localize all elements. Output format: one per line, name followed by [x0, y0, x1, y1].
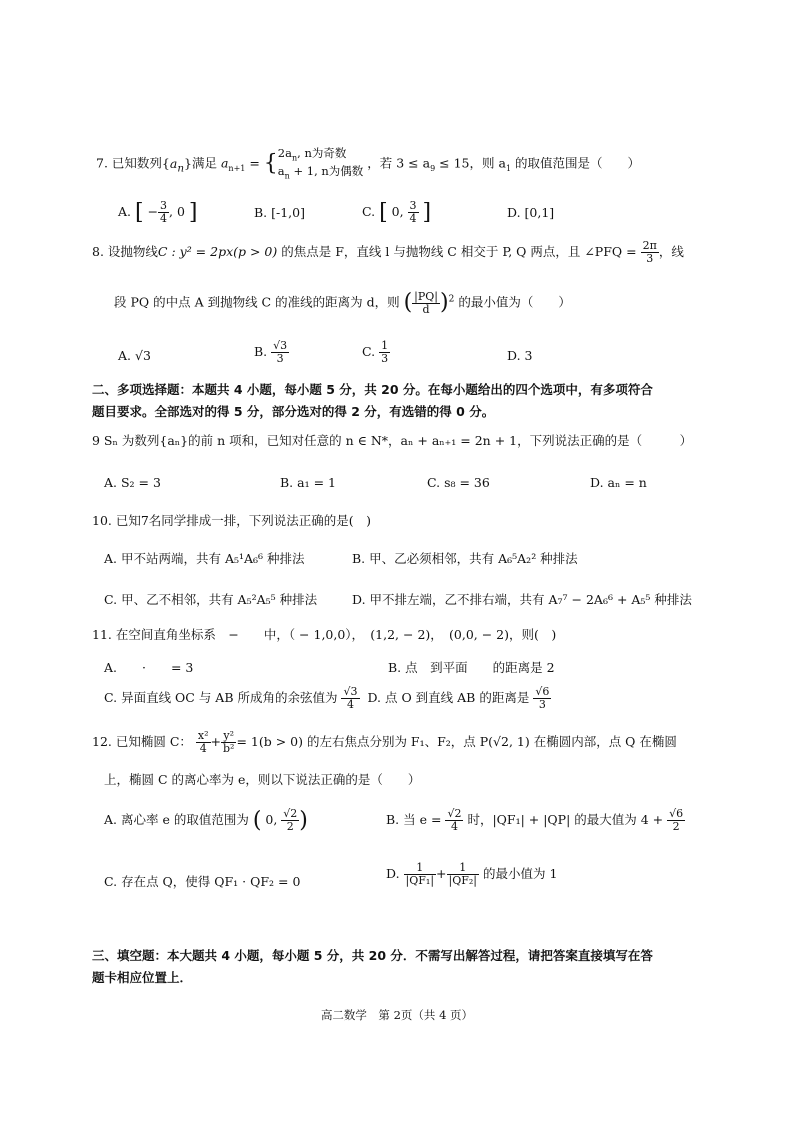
q12-opt-d-frac2: $\frac{1}{\text{|QF₂|}}$: [448, 861, 477, 888]
section2-heading-line1: 二、多项选择题：本题共 4 小题，每小题 5 分，共 20 分。在每小题给出的四个选项中，有多项符合: [92, 382, 653, 397]
q12-stem-a: 12. 已知椭圆 C：: [92, 734, 192, 750]
q12-y-frac: [221, 730, 236, 755]
section3-heading-line2: 题卡相应位置上．: [92, 970, 193, 985]
q12-option-a: A. 离心率 e 的取值范围为 ( 0, $\frac{√2}{2}$ ): [104, 807, 308, 834]
q9-option-c: C. s₈ = 36: [427, 475, 490, 490]
q9-option-d: D. aₙ = n: [590, 475, 647, 490]
section3-heading-line1: 三、填空题：本大题共 4 小题，每小题 5 分，共 20 分．不需写出解答过程，请把答案直接填写在答: [92, 948, 653, 963]
q8-line2-a: 段 PQ 的中点 A 到抛物线 C 的准线的距离为 d，则: [114, 294, 400, 310]
q7-option-c: C. [ 0, $\frac{3}{4}$ ]: [362, 199, 432, 226]
page-footer: 高二数学 第 2页（共 4 页）: [320, 1008, 474, 1022]
q8-opt-c-label: C.: [362, 344, 376, 360]
q12-option-d: D. $\frac{1}{\text{|QF₁|}}$ + $\frac{1}{\text{|QF₂|}}$ 的最小值为 1: [386, 861, 558, 888]
q8-line1-d: ，线: [658, 244, 684, 260]
q12-opt-a-den: 2: [286, 820, 294, 834]
q8-ratio-frac: [412, 291, 440, 316]
q8-angle-frac: [641, 240, 659, 265]
q12-opt-d-a: D.: [386, 866, 400, 882]
q9-option-b: B. a₁ = 1: [280, 475, 336, 490]
q8-line2-b: 的最小值为（ ）: [458, 294, 571, 310]
q10-option-b: B. 甲、乙必须相邻，共有 A₆⁵A₂² 种排法: [352, 551, 578, 566]
q8-option-c: [362, 340, 390, 365]
q7-stem: 7. 已知数列$\{a_n\}$满足 $a_{n+1} = \{2a_n$, n为奇数 $a_n + 1$, n为偶数 ，若 $3 \le a_9 \le 15$，则 $a_1$ 的取值范围是（ ）: [96, 146, 641, 181]
q12-opt-d-frac1: $\frac{1}{\text{|QF₁|}}$: [405, 861, 435, 888]
q8-line2: 段 PQ 的中点 A 到抛物线 C 的准线的距离为 d，则 ( $\frac{|PQ|}{d}$ )$^2$ 的最小值为（ ）: [114, 289, 571, 316]
q8-option-d: D. 3: [507, 348, 533, 363]
q12-opt-a-frac: [281, 808, 299, 833]
q12-y-num: y²: [221, 730, 236, 743]
q11-opt-d-frac: [533, 686, 551, 711]
section2-heading-line2: 题目要求。全部选对的得 5 分，部分选对的得 2 分，有选错的得 0 分。: [92, 404, 495, 419]
q11-option-c: [104, 686, 551, 711]
q11-opt-c-text: C. 异面直线 OC 与 AB 所成角的余弦值为: [104, 690, 338, 706]
q7-option-b: B. [-1,0]: [254, 205, 305, 220]
q12-opt-b-a: B. 当 e =: [386, 812, 442, 828]
q8-option-b: [254, 340, 289, 365]
q7-opt-c-label: C.: [362, 204, 376, 220]
q12-option-c: C. 存在点 Q，使得 QF₁ · QF₂ = 0: [104, 874, 301, 889]
q12-stem-line2: 上，椭圆 C 的离心率为 e，则以下说法正确的是（ ）: [104, 772, 421, 787]
q8-angle-num: 2π: [642, 239, 657, 252]
q9-stem: 9 Sₙ 为数列{aₙ}的前 n 项和，已知对任意的 n ∈ N*，aₙ + aₙ₊₁ = 2n + 1，下列说法正确的是（ ）: [92, 433, 693, 448]
q10-option-d: D. 甲不排左端，乙不排右端，共有 A₇⁷ − 2A₆⁶ + A₅⁵ 种排法: [352, 592, 692, 607]
q10-option-a: A. 甲不站两端，共有 A₅¹A₆⁶ 种排法: [104, 551, 305, 566]
q11-opt-d-num: √6: [535, 685, 550, 698]
q11-opt-d-den: 3: [538, 698, 546, 712]
q12-opt-d-den2: |QF₂|: [448, 874, 477, 888]
q10-option-c: C. 甲、乙不相邻，共有 A₅²A₅⁵ 种排法: [104, 592, 318, 607]
q12-x-num: x²: [197, 729, 209, 742]
q12-opt-b-e-den: 4: [450, 820, 458, 834]
q7-option-a: A. [ − $\frac{3}{4}$ , 0 ]: [118, 199, 198, 226]
q7-text-c: ，若 3 ≤ a: [367, 155, 431, 171]
q8-ratio-num: |PQ|: [414, 289, 438, 303]
q12-opt-a-text: A. 离心率 e 的取值范围为: [104, 812, 249, 828]
q7-opt-c-frac: $\frac{3}{4}$: [409, 199, 417, 226]
q11-option-a: A. · = 3: [104, 660, 194, 675]
q12-opt-d-den1: |QF₁|: [405, 874, 435, 888]
q12-opt-b-max-frac: [667, 808, 685, 833]
q9-option-a: A. S₂ = 3: [104, 475, 161, 490]
q7-case1: 2a: [277, 146, 292, 160]
q12-opt-b-max-den: 2: [672, 820, 680, 834]
q12-opt-b-e-frac: [445, 808, 463, 833]
q8-line1: [92, 240, 684, 265]
q8-opt-c-num: 1: [381, 339, 389, 352]
q11-opt-c-num: √3: [343, 685, 358, 698]
q7-text-b: 满足: [191, 155, 217, 171]
q8-parabola: C : y² = 2px(p > 0): [157, 244, 278, 260]
q7-opt-a-label: A.: [118, 204, 132, 220]
q8-opt-b-den: 3: [276, 352, 284, 366]
q11-opt-c-den: 4: [346, 698, 354, 712]
q7-case2-rest: + 1, n为偶数: [289, 164, 364, 179]
q8-line1-c: 的焦点是 F，直线 l 与抛物线 C 相交于 P, Q 两点，且 ∠PFQ =: [277, 244, 637, 260]
q11-opt-c-frac: [341, 686, 359, 711]
q12-stem-b: = 1(b > 0) 的左右焦点分别为 F₁、F₂，点 P(√2, 1) 在椭圆内部，点 Q 在椭圆: [236, 734, 677, 750]
q8-opt-b-label: B.: [254, 344, 268, 360]
q8-opt-c-den: 3: [381, 352, 389, 366]
q7-opt-a-frac: $\frac{3}{4}$: [160, 199, 168, 226]
q8-opt-b-frac: [271, 340, 289, 365]
q11-stem: 11. 在空间直角坐标系 − 中，（ − 1,0,0）， (1,2, − 2)， (0,0, − 2)，则( ): [92, 627, 557, 642]
q12-opt-b-e-num: √2: [447, 807, 462, 820]
q7-text-e: 的取值范围是（ ）: [511, 155, 641, 171]
q7-cases: $2a_n$, n为奇数 $a_n + 1$, n为偶数: [277, 146, 364, 181]
q8-opt-c-frac: [379, 340, 390, 365]
q12-x-den: 4: [199, 742, 207, 756]
q8-ratio-den: d: [422, 302, 430, 316]
q11-opt-d-text: D. 点 O 到直线 AB 的距离是: [367, 690, 530, 706]
q7-text-d: ≤ 15，则 a: [435, 155, 506, 171]
q12-opt-a-num: √2: [283, 807, 298, 820]
q12-opt-d-b: 的最小值为 1: [482, 866, 558, 882]
q12-x-frac: [196, 730, 211, 755]
q8-opt-b-num: √3: [273, 339, 288, 352]
q7-text-a: 7. 已知数列: [96, 155, 162, 171]
q7-seq: $\{a_n\}$: [161, 155, 192, 175]
q11-option-b: B. 点 到平面 的距离是 2: [388, 660, 555, 675]
q12-opt-b-max-num: √6: [669, 807, 684, 820]
q8-line1-a: 8. 设抛物线: [92, 244, 158, 260]
q12-opt-b-b: 时，|QF₁| + |QP| 的最大值为 4 +: [467, 812, 664, 828]
q10-stem: 10. 已知7名同学排成一排，下列说法正确的是( ): [92, 513, 372, 528]
q7-case2: a: [277, 164, 285, 179]
q8-option-a: A. √3: [118, 348, 151, 363]
q12-y-den: b²: [222, 742, 235, 756]
q12-option-b: [386, 808, 685, 833]
q7-option-d: D. [0,1]: [507, 205, 555, 220]
q8-angle-den: 3: [646, 252, 654, 266]
q7-case1-rest: , n为奇数: [297, 146, 347, 160]
q12-stem-line1: 12. 已知椭圆 C： $\frac{\text{x²}}{4}$ + $\frac{\text{y²}}{\text{b²}}$ = 1(b > 0) 的左右焦点分别为 F₁、F₂，点 P(√2, 1) 在椭圆内部，点 Q 在椭圆: [92, 729, 677, 756]
